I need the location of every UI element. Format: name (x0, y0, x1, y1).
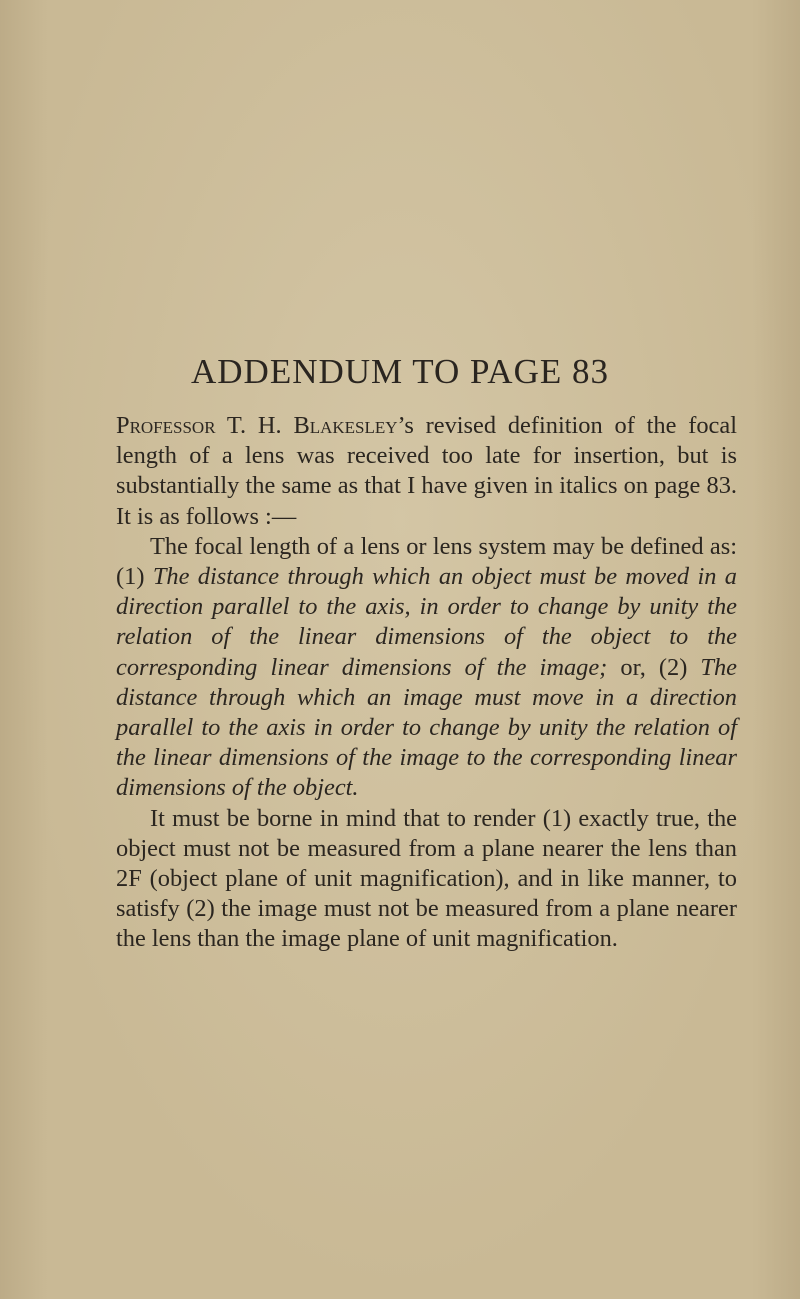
author-surname: Blakesley (293, 412, 398, 439)
paragraph-2 (116, 532, 737, 804)
paragraph-1 (116, 411, 737, 532)
paragraph-1-text: ’s revised definition of the focal length of a lens was received too late for insertion, but is substantially the same as that I have given in italics on page 83. It is as follows :— (116, 412, 737, 530)
author-initials: T. H. (226, 412, 282, 439)
paragraph-3 (116, 804, 737, 955)
definition-2: The distance through which an image must move in a direction parallel to the axis in order to change by unity the relation of the linear dimensions of the image to the corresponding linear dimensions of the object. (116, 653, 738, 802)
author-prefix: Professor (116, 412, 216, 439)
paragraph-2-mid: or, (2) (607, 653, 701, 681)
body-text (116, 411, 737, 955)
page-heading: ADDENDUM TO PAGE 83 (191, 352, 609, 391)
definition-1: The distance through which an object must be moved in a direction parallel to the axis, in order to change by unity the relation of the linear dimensions of the object to the corresponding linear dimensions of the image; (116, 563, 737, 681)
paragraph-3-text: It must be borne in mind that to render (1) exactly true, the object must not be measured from a plane nearer the lens than 2F (object plane of unit magnification), and in like manner, to satisfy (2) the image must not be measured from a plane nearer the lens than the image plane of unit magnification. (116, 804, 737, 953)
paragraph-2-lead: The focal length of a lens or lens system may be defined as: (1) (116, 532, 737, 591)
